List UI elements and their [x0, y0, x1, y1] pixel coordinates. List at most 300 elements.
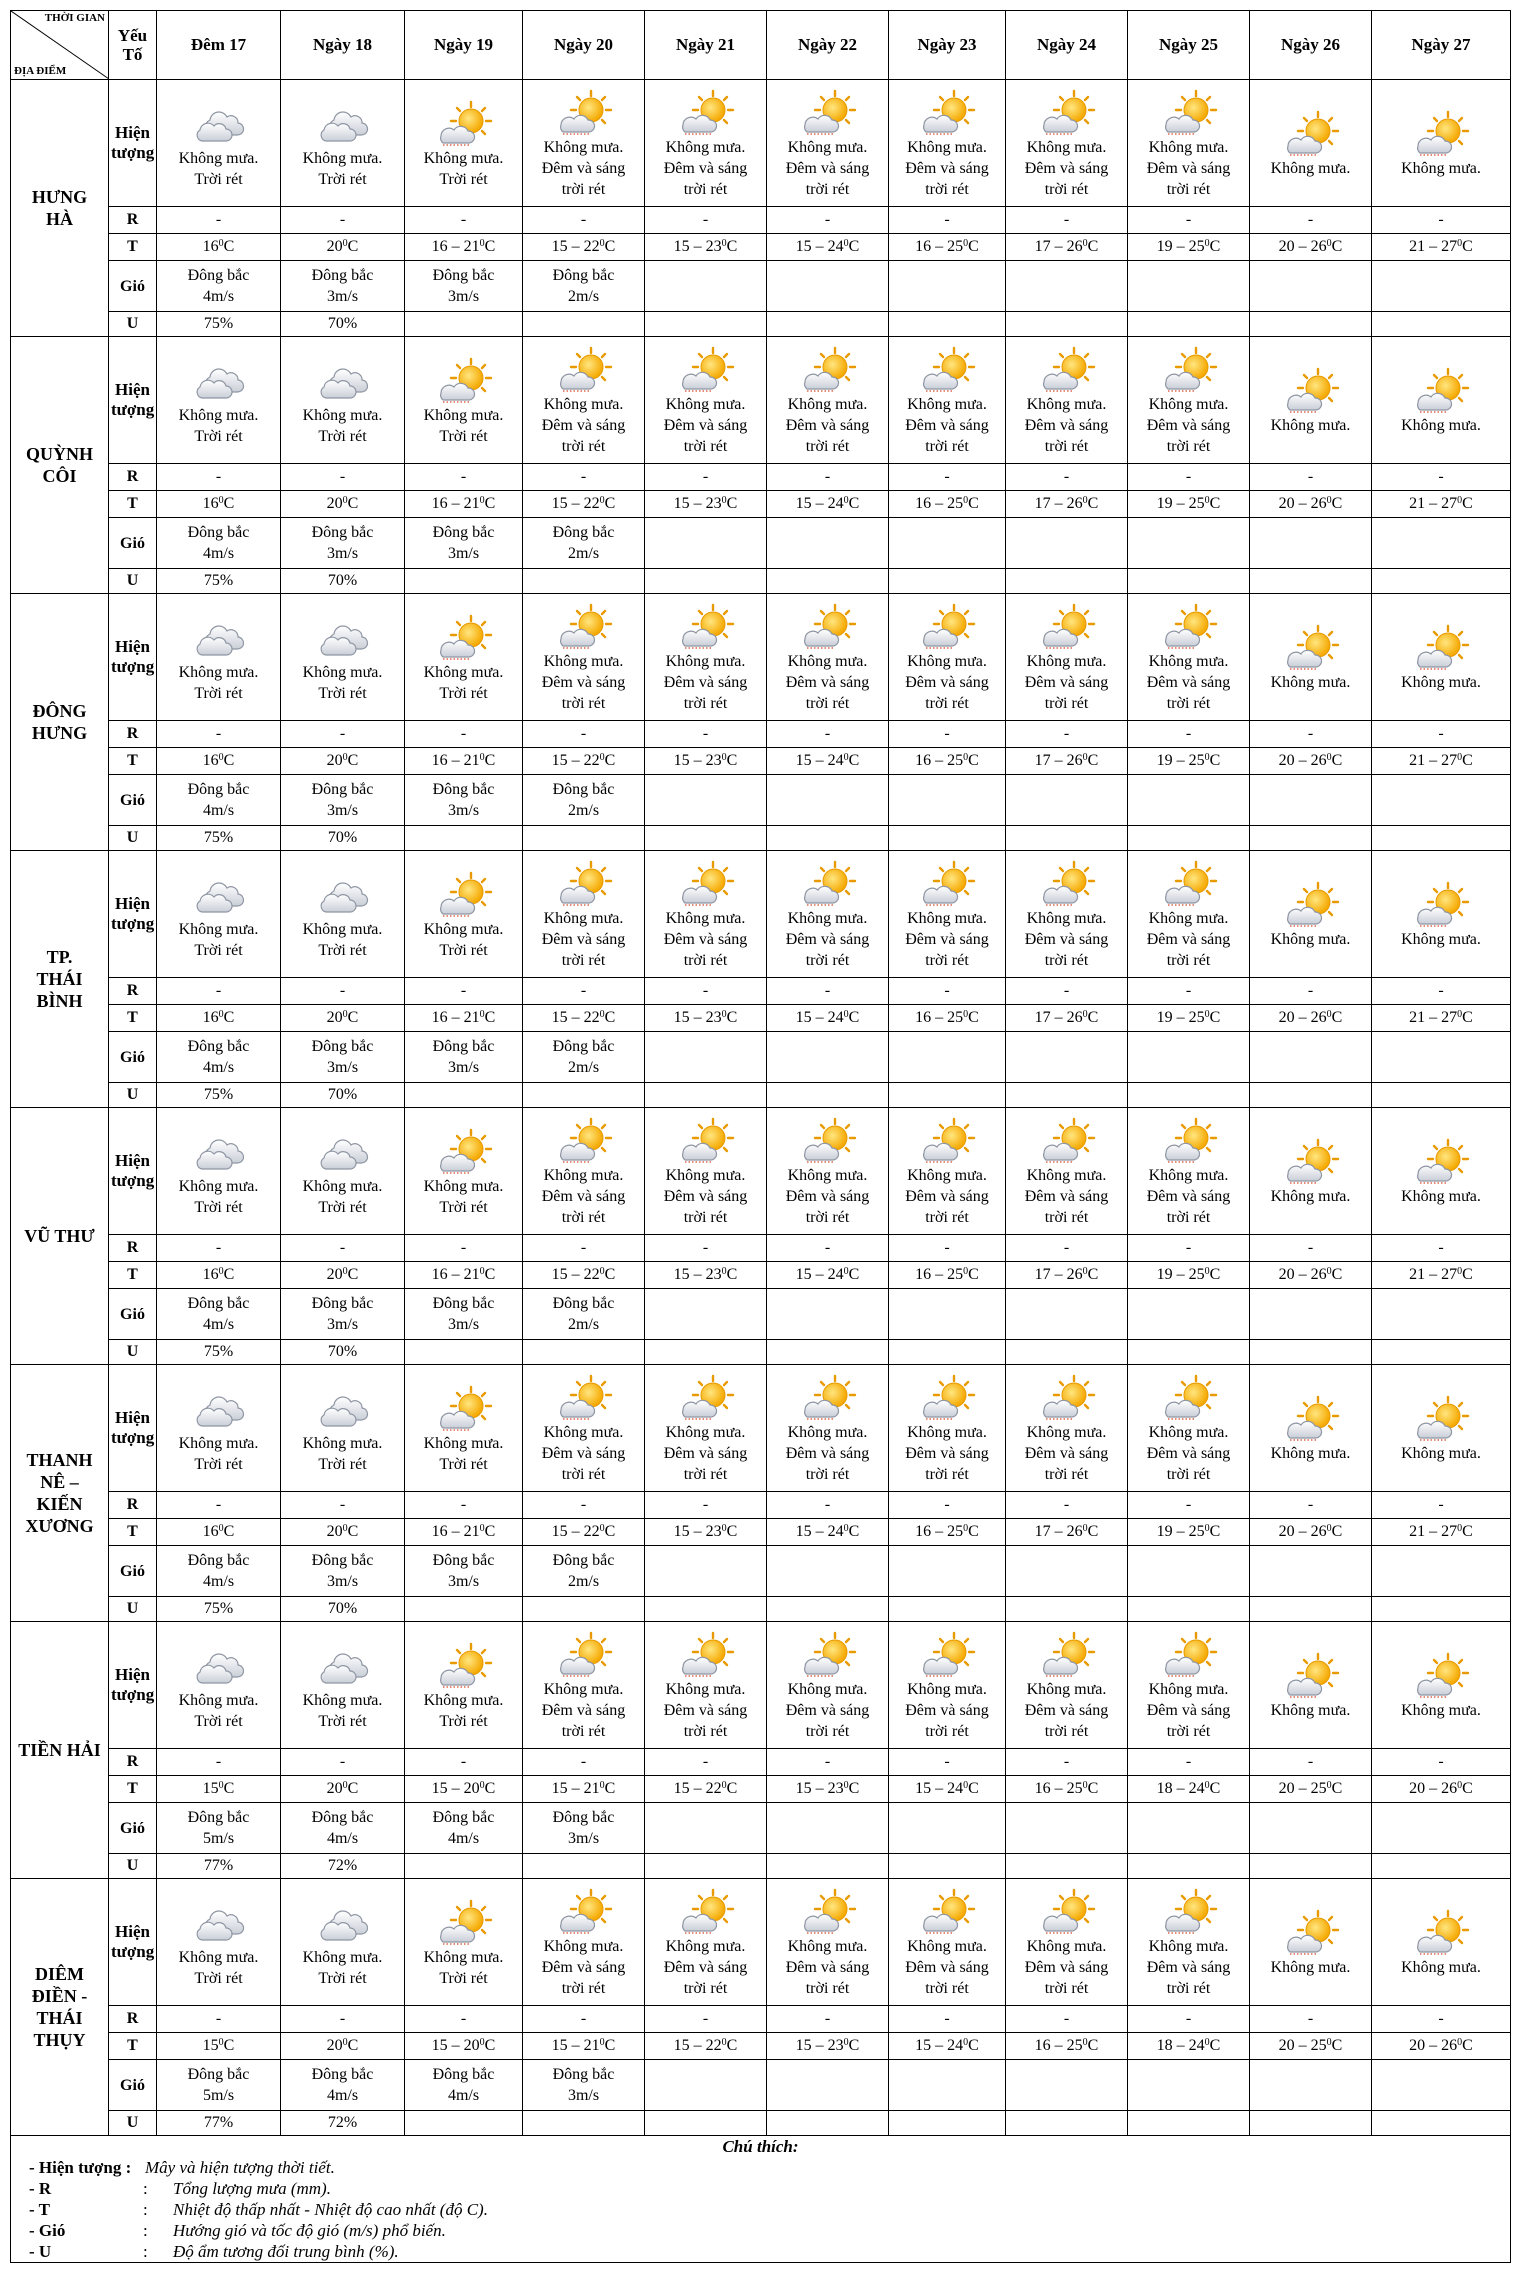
phenomenon-line: Không mưa.: [302, 663, 383, 681]
temp-unit: C: [484, 1009, 496, 1026]
day-header: Ngày 23: [889, 11, 1006, 80]
phenomenon-line: Trời rét: [194, 170, 243, 188]
temp-unit: C: [1087, 2037, 1099, 2054]
temp-unit: C: [848, 495, 860, 512]
phenomenon-line: Đêm và sáng: [541, 417, 626, 434]
legend-colon: :: [143, 2200, 148, 2219]
phenomenon-cell: [1250, 594, 1372, 721]
wind-speed: 4m/s: [326, 1830, 359, 1847]
factor-temp: T: [109, 748, 157, 775]
temp-row: [11, 1776, 1511, 1803]
phenomenon-cell: [1372, 1108, 1511, 1235]
location-name-line: TP.: [46, 947, 73, 967]
temp-cell: [281, 1005, 405, 1032]
rain-row: [11, 207, 1511, 234]
wind-cell: [1006, 1289, 1128, 1340]
wind-cell: [1128, 1803, 1250, 1854]
temp-cell: [157, 234, 281, 261]
wind-cell: [767, 1803, 889, 1854]
phenomenon-cell: [1128, 80, 1250, 207]
temp-cell: [1006, 491, 1128, 518]
phenomenon-cell: [523, 80, 645, 207]
phenomenon-cell: [405, 1622, 523, 1749]
phenomenon-text: [283, 1176, 402, 1218]
partly-sunny-icon: [916, 346, 978, 394]
phenomenon-cell: [405, 1108, 523, 1235]
phenomenon-line: Đêm và sáng: [663, 674, 748, 691]
phenomenon-line: Đêm và sáng: [1024, 417, 1109, 434]
wind-speed: 2m/s: [567, 802, 600, 819]
partly-sunny-icon: [433, 1899, 495, 1947]
phenomenon-line: trời rét: [561, 1466, 606, 1483]
phenomenon-line: trời rét: [925, 1980, 969, 1997]
phenomenon-text: [1008, 1936, 1125, 1999]
degree-sup: 0: [479, 752, 485, 763]
factor-phenomenon-line: Hiện: [115, 1408, 150, 1427]
rain-cell: -: [523, 207, 645, 234]
wind-cell: [645, 261, 767, 312]
degree-sup: 0: [1326, 1266, 1332, 1277]
temp-value: 16 – 21: [431, 1523, 480, 1540]
phenomenon-cell: [281, 851, 405, 978]
humidity-cell: [1372, 312, 1511, 337]
degree-sup: 0: [1326, 238, 1332, 249]
humidity-cell: 70%: [281, 1083, 405, 1108]
degree-sup: 0: [1082, 1523, 1088, 1534]
wind-speed: 2m/s: [567, 545, 600, 562]
wind-speed: 3m/s: [447, 1059, 480, 1076]
phenomenon-line: trời rét: [925, 1466, 969, 1483]
partly-sunny-icon: [1158, 603, 1220, 651]
phenomenon-cell: [281, 1108, 405, 1235]
wind-cell: [1372, 775, 1511, 826]
factor-humidity: U: [109, 1597, 157, 1622]
phenomenon-line: Không mưa.: [302, 406, 383, 424]
partly-sunny-icon: [1280, 1909, 1342, 1957]
temp-value: 21 – 27: [1409, 1009, 1458, 1026]
humidity-cell: [767, 1854, 889, 1879]
wind-direction: Đông bắc: [311, 1552, 374, 1569]
phenomenon-cell: [281, 594, 405, 721]
phenomenon-text: [1130, 908, 1247, 971]
rain-cell: -: [1250, 1492, 1372, 1519]
rain-cell: -: [1128, 1235, 1250, 1262]
temp-value: 17 – 26: [1034, 1266, 1083, 1283]
phenomenon-cell: [1250, 1622, 1372, 1749]
wind-cell: [889, 2060, 1006, 2111]
phenomenon-line: Đêm và sáng: [1024, 1445, 1109, 1462]
phenomenon-line: Đêm và sáng: [785, 931, 870, 948]
wind-direction: Đông bắc: [187, 267, 250, 284]
wind-cell: [1372, 518, 1511, 569]
phenomenon-line: Trời rét: [439, 1198, 488, 1216]
phenomenon-cell: [1372, 851, 1511, 978]
temp-unit: C: [968, 752, 979, 769]
wind-direction: Đông bắc: [552, 1552, 615, 1569]
temp-value: 17 – 26: [1034, 1523, 1083, 1540]
phenomenon-cell: [889, 1879, 1006, 2006]
phenomenon-text: [1374, 1957, 1508, 1978]
place-label: ĐỊA ĐIỂM: [14, 65, 67, 77]
partly-sunny-icon: [553, 1117, 615, 1165]
phenomenon-cell: [1128, 851, 1250, 978]
phenomenon-line: Không mưa.: [1148, 139, 1229, 156]
partly-sunny-icon: [797, 1374, 859, 1422]
rain-row: [11, 1749, 1511, 1776]
degree-sup: 0: [1082, 1780, 1088, 1791]
factor-phenomenon: [109, 594, 157, 721]
rain-row: [11, 464, 1511, 491]
phenomenon-line: Đêm và sáng: [1146, 1445, 1231, 1462]
phenomenon-line: Không mưa.: [1026, 910, 1107, 927]
temp-unit: C: [604, 1780, 616, 1797]
temp-cell: [889, 1262, 1006, 1289]
wind-cell: [889, 1803, 1006, 1854]
phenomenon-text: [1252, 158, 1369, 179]
temp-unit: C: [848, 1780, 860, 1797]
phenomenon-line: trời rét: [1044, 952, 1089, 969]
partly-sunny-icon: [797, 603, 859, 651]
phenomenon-cell: [281, 1365, 405, 1492]
temp-row: [11, 2033, 1511, 2060]
humidity-cell: 75%: [157, 1340, 281, 1365]
phenomenon-cell: [645, 1365, 767, 1492]
temp-unit: C: [968, 238, 979, 255]
temp-cell: [157, 1262, 281, 1289]
wind-cell: [767, 1289, 889, 1340]
wind-cell: [1128, 518, 1250, 569]
phenomenon-text: [891, 137, 1003, 200]
rain-cell: -: [1006, 1235, 1128, 1262]
temp-value: 15 – 23: [673, 238, 722, 255]
temp-cell: [1128, 491, 1250, 518]
phenomenon-line: Trời rét: [318, 941, 367, 959]
phenomenon-line: trời rét: [683, 1466, 728, 1483]
rain-cell: -: [1128, 1492, 1250, 1519]
temp-value: 19 – 25: [1156, 495, 1205, 512]
cloud-icon: [312, 1385, 374, 1433]
temp-value: 20 – 26: [1278, 1523, 1327, 1540]
day-header: Ngày 20: [523, 11, 645, 80]
temp-value: 15 – 24: [795, 1523, 844, 1540]
wind-direction: Đông bắc: [552, 267, 615, 284]
temp-value: 15 – 24: [915, 1780, 964, 1797]
phenomenon-line: Không mưa.: [665, 1424, 746, 1441]
temp-cell: [1006, 2033, 1128, 2060]
legend-key: - U: [29, 2242, 52, 2261]
temp-value: 15: [202, 2037, 219, 2054]
temp-value: 15 – 24: [795, 752, 844, 769]
phenomenon-text: [891, 651, 1003, 714]
temp-value: 15 – 22: [551, 752, 600, 769]
phenomenon-line: Không mưa.: [1270, 160, 1351, 177]
factor-phenomenon-line: tượng: [111, 1171, 155, 1190]
degree-sup: 0: [1326, 495, 1332, 506]
phenomenon-line: trời rét: [925, 952, 969, 969]
factor-phenomenon: [109, 1365, 157, 1492]
wind-direction: Đông bắc: [432, 1552, 495, 1569]
phenomenon-row: [11, 1622, 1511, 1749]
phenomenon-line: Không mưa.: [907, 1424, 987, 1441]
phenomenon-line: Không mưa.: [1270, 1445, 1351, 1462]
temp-unit: C: [848, 752, 860, 769]
temp-unit: C: [1087, 1780, 1099, 1797]
temp-cell: [1372, 491, 1511, 518]
phenomenon-line: Không mưa.: [178, 406, 259, 424]
phenomenon-text: [1252, 1443, 1369, 1464]
wind-cell: [281, 775, 405, 826]
temp-cell: [523, 234, 645, 261]
degree-sup: 0: [843, 1780, 849, 1791]
phenomenon-cell: [889, 337, 1006, 464]
partly-sunny-icon: [433, 871, 495, 919]
temp-value: 15 – 24: [915, 2037, 964, 2054]
rain-cell: -: [1006, 978, 1128, 1005]
humidity-cell: [1128, 1854, 1250, 1879]
degree-sup: 0: [843, 495, 849, 506]
partly-sunny-icon: [433, 1642, 495, 1690]
rain-cell: -: [767, 2006, 889, 2033]
factor-wind: Gió: [109, 775, 157, 826]
phenomenon-cell: [157, 1365, 281, 1492]
temp-cell: [645, 2033, 767, 2060]
factor-temp: T: [109, 1005, 157, 1032]
humidity-cell: 72%: [281, 2111, 405, 2136]
wind-speed: 4m/s: [202, 802, 235, 819]
partly-sunny-icon: [1280, 1395, 1342, 1443]
temp-value: 19 – 25: [1156, 238, 1205, 255]
factor-rain: R: [109, 207, 157, 234]
degree-sup: 0: [342, 1523, 348, 1534]
temp-unit: C: [347, 238, 359, 255]
phenomenon-line: Không mưa.: [787, 653, 868, 670]
location-name-line: HƯNG: [31, 187, 88, 207]
phenomenon-cell: [1006, 1108, 1128, 1235]
phenomenon-line: trời rét: [1044, 1723, 1089, 1740]
phenomenon-line: Trời rét: [194, 1969, 243, 1987]
partly-sunny-icon: [675, 1631, 737, 1679]
factor-phenomenon-line: Hiện: [115, 1922, 150, 1941]
temp-value: 15 – 24: [795, 1266, 844, 1283]
phenomenon-cell: [1006, 1879, 1128, 2006]
phenomenon-text: [891, 908, 1003, 971]
temp-unit: C: [1331, 1009, 1343, 1026]
phenomenon-line: Đêm và sáng: [663, 1188, 748, 1205]
partly-sunny-icon: [1158, 1888, 1220, 1936]
temp-unit: C: [1331, 2037, 1343, 2054]
partly-sunny-icon: [916, 1888, 978, 1936]
humidity-cell: [1250, 1854, 1372, 1879]
temp-value: 15 – 23: [795, 1780, 844, 1797]
temp-value: 15 – 22: [551, 1266, 600, 1283]
degree-sup: 0: [843, 2037, 849, 2048]
phenomenon-line: Trời rét: [194, 684, 243, 702]
temp-unit: C: [484, 238, 496, 255]
phenomenon-text: [1374, 672, 1508, 693]
wind-speed: 4m/s: [447, 1830, 480, 1847]
degree-sup: 0: [342, 495, 348, 506]
phenomenon-text: [283, 148, 402, 190]
phenomenon-line: Đêm và sáng: [663, 160, 748, 177]
temp-value: 17 – 26: [1034, 1009, 1083, 1026]
temp-value: 19 – 25: [1156, 1266, 1205, 1283]
temp-cell: [1372, 234, 1511, 261]
temp-unit: C: [726, 495, 738, 512]
wind-cell: [1006, 1032, 1128, 1083]
phenomenon-line: Không mưa.: [907, 396, 987, 413]
wind-speed: 3m/s: [326, 802, 359, 819]
phenomenon-row: [11, 1108, 1511, 1235]
humidity-cell: [889, 569, 1006, 594]
phenomenon-row: [11, 594, 1511, 721]
degree-sup: 0: [721, 1266, 727, 1277]
wind-cell: [281, 2060, 405, 2111]
partly-sunny-icon: [1158, 1117, 1220, 1165]
phenomenon-line: trời rét: [683, 1209, 728, 1226]
phenomenon-cell: [767, 1365, 889, 1492]
phenomenon-line: Không mưa.: [302, 1434, 383, 1452]
temp-unit: C: [1462, 1780, 1473, 1797]
location-name-line: KIẾN: [36, 1494, 83, 1514]
temp-value: 17 – 26: [1034, 495, 1083, 512]
phenomenon-line: Không mưa.: [423, 920, 504, 938]
temp-cell: [1250, 1776, 1372, 1803]
degree-sup: 0: [342, 1780, 348, 1791]
wind-direction: Đông bắc: [432, 1809, 495, 1826]
temp-unit: C: [848, 1266, 860, 1283]
humidity-cell: [1250, 1340, 1372, 1365]
phenomenon-line: Không mưa.: [907, 1167, 987, 1184]
location-name-line: CÔI: [42, 466, 77, 486]
degree-sup: 0: [218, 1009, 224, 1020]
humidity-cell: [645, 569, 767, 594]
temp-unit: C: [347, 2037, 359, 2054]
phenomenon-cell: [645, 1622, 767, 1749]
degree-sup: 0: [218, 1266, 224, 1277]
phenomenon-cell: [645, 1879, 767, 2006]
factor-phenomenon-line: tượng: [111, 914, 155, 933]
degree-sup: 0: [963, 495, 969, 506]
phenomenon-cell: [157, 1879, 281, 2006]
degree-sup: 0: [721, 1780, 727, 1791]
partly-sunny-icon: [553, 1888, 615, 1936]
partly-sunny-icon: [1036, 346, 1098, 394]
temp-value: 16: [202, 1266, 219, 1283]
phenomenon-line: Không mưa.: [907, 1938, 987, 1955]
rain-cell: -: [889, 978, 1006, 1005]
temp-cell: [1250, 491, 1372, 518]
degree-sup: 0: [843, 1266, 849, 1277]
phenomenon-cell: [1250, 337, 1372, 464]
phenomenon-line: Đêm và sáng: [541, 1702, 626, 1719]
wind-cell: [405, 1803, 523, 1854]
humidity-cell: [405, 826, 523, 851]
temp-cell: [889, 234, 1006, 261]
partly-sunny-icon: [433, 1385, 495, 1433]
wind-cell: [767, 1546, 889, 1597]
legend-item: [13, 2178, 1508, 2199]
humidity-cell: [645, 1340, 767, 1365]
temp-cell: [767, 1776, 889, 1803]
phenomenon-text: [159, 148, 278, 190]
factor-humidity: U: [109, 1854, 157, 1879]
rain-cell: -: [1128, 207, 1250, 234]
rain-cell: -: [1372, 464, 1511, 491]
phenomenon-line: Không mưa.: [1270, 931, 1351, 948]
degree-sup: 0: [1082, 1009, 1088, 1020]
phenomenon-line: Trời rét: [194, 1455, 243, 1473]
factor-phenomenon-line: tượng: [111, 400, 155, 419]
temp-cell: [889, 748, 1006, 775]
phenomenon-line: Đêm và sáng: [1024, 1702, 1109, 1719]
factor-humidity: U: [109, 569, 157, 594]
humidity-cell: [1250, 569, 1372, 594]
wind-cell: [889, 1032, 1006, 1083]
phenomenon-cell: [1006, 80, 1128, 207]
factor-phenomenon-line: Hiện: [115, 1665, 150, 1684]
factor-humidity: U: [109, 312, 157, 337]
phenomenon-line: trời rét: [683, 952, 728, 969]
humidity-cell: [1128, 1597, 1250, 1622]
rain-cell: -: [405, 1492, 523, 1519]
temp-unit: C: [726, 2037, 738, 2054]
temp-value: 19 – 25: [1156, 752, 1205, 769]
degree-sup: 0: [1457, 1266, 1463, 1277]
legend-item: [13, 2157, 1508, 2178]
wind-direction: Đông bắc: [311, 1809, 374, 1826]
humidity-cell: 75%: [157, 1083, 281, 1108]
partly-sunny-icon: [916, 1117, 978, 1165]
phenomenon-line: Trời rét: [318, 1712, 367, 1730]
cloud-icon: [312, 871, 374, 919]
temp-unit: C: [1087, 1523, 1099, 1540]
phenomenon-line: Trời rét: [194, 1198, 243, 1216]
factor-wind: Gió: [109, 1546, 157, 1597]
wind-cell: [1250, 1803, 1372, 1854]
phenomenon-line: Không mưa.: [1401, 674, 1481, 691]
temp-value: 15: [202, 1780, 219, 1797]
phenomenon-cell: [1006, 337, 1128, 464]
phenomenon-text: [769, 1422, 886, 1485]
rain-cell: -: [645, 207, 767, 234]
temp-cell: [1372, 1519, 1511, 1546]
phenomenon-line: Không mưa.: [302, 1177, 383, 1195]
temp-unit: C: [1087, 495, 1099, 512]
rain-cell: -: [767, 1492, 889, 1519]
phenomenon-line: trời rét: [1044, 181, 1089, 198]
location-name-line: HÀ: [46, 209, 73, 229]
temp-unit: C: [1209, 2037, 1221, 2054]
degree-sup: 0: [1326, 2037, 1332, 2048]
partly-sunny-icon: [433, 1128, 495, 1176]
humidity-cell: [767, 312, 889, 337]
wind-speed: 2m/s: [567, 1059, 600, 1076]
temp-cell: [767, 234, 889, 261]
factor-phenomenon-line: Hiện: [115, 637, 150, 656]
location-name: [11, 1108, 109, 1365]
wind-direction: Đông bắc: [311, 1295, 374, 1312]
phenomenon-cell: [523, 1108, 645, 1235]
legend-key: - R: [29, 2179, 52, 2198]
temp-unit: C: [1209, 1780, 1221, 1797]
wind-direction: Đông bắc: [552, 781, 615, 798]
legend-item: [13, 2220, 1508, 2241]
legend-colon: :: [143, 2179, 148, 2198]
phenomenon-line: trời rét: [561, 1209, 606, 1226]
degree-sup: 0: [963, 752, 969, 763]
phenomenon-cell: [889, 851, 1006, 978]
temp-cell: [1372, 1262, 1511, 1289]
